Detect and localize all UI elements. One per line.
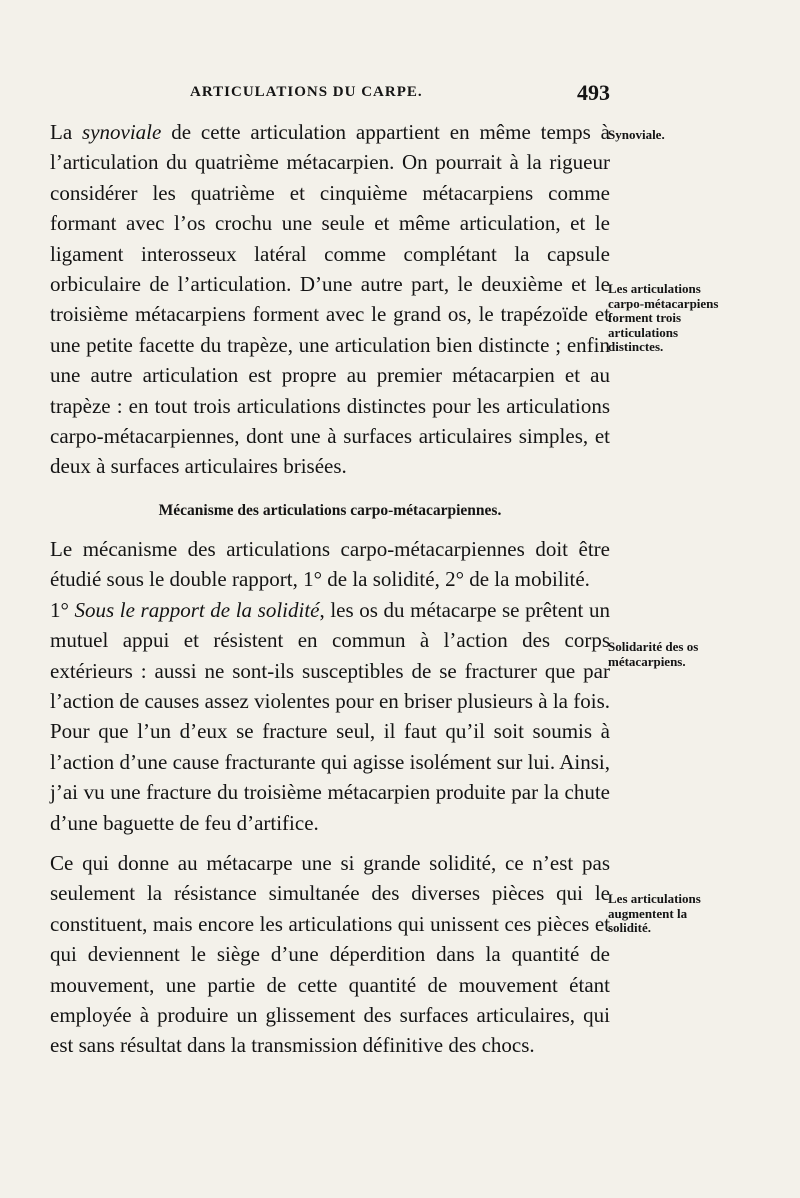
text-run: La (50, 120, 83, 144)
main-text (50, 117, 610, 1061)
paragraph-solidite (50, 595, 610, 838)
running-head: ARTICULATIONS DU CARPE. (190, 84, 423, 100)
margin-note-solidarite: Solidarité des os métacarpiens. (608, 639, 699, 669)
text-run-italic: Sous le rapport de la solidité (74, 597, 320, 622)
paragraph-mecanisme: Le mécanisme des articulations carpo-métacarpiennes doit être étudié sous le double rapport, 1° de la solidité, 2° de la mobilité. (50, 536, 610, 592)
section-heading: Mécanisme des articulations carpo-métacarpiennes. (158, 501, 502, 519)
page-number: 493 (577, 80, 610, 105)
text-run: , les os du métacarpe se prêtent un mutuel appui et résistent en commun à l’action des corps extérieurs : aussi ne sont-ils susceptibles de se fracturer que par l’action de causes assez violentes pour en briser plusieurs à la fois. Pour que l’un d’eux se fracture seul, il faut qu’il soit soumis à l’action d’une cause fracturante qui agisse isolément sur lui. Ainsi, j’ai vu une fracture du troisième métacarpien produite par la chute d’une baguette de feu d’artifice. (50, 597, 610, 835)
text-run-italic: synoviale (82, 120, 162, 144)
margin-note-augmentent: Les articulations augmentent la solidité. (608, 891, 701, 935)
margin-note-synoviale: Synoviale. (608, 127, 665, 142)
page-header (190, 80, 610, 106)
margin-note-trois-articulations: Les articulations carpo-métacarpiens forment trois articulations distinctes. (608, 281, 719, 354)
paragraph-synoviale (50, 117, 610, 482)
text-run: de cette articulation appartient en même temps à l’articulation du quatrième métacarpien. On pourrait à la rigueur considérer les quatrième et cinquième métacarpiens comme formant avec l’os crochu une seule et même articulation, et le ligament interosseux latéral comme complétant la capsule orbiculaire de l’articulation. D’une autre part, le deuxième et le troisième métacarpiens forment avec le grand os, le trapézoïde et une petite facette du trapèze, une articulation bien distincte ; enfin une autre articulation est propre au premier métacarpien et au trapèze : en tout trois articulations distinctes pour les articulations carpo-métacarpiennes, dont une à surfaces articulaires simples, et deux à surfaces articulaires brisées. (50, 120, 610, 479)
paragraph-grande-solidite: Ce qui donne au métacarpe une si grande solidité, ce n’est pas seulement la résistance simultanée des diverses pièces qui le constituent, mais encore les articulations qui unissent ces pièces et qui deviennent le siège d’une déperdition dans la quantité de mouvement, une partie de cette quantité de mouvement étant employée à produire un glissement des surfaces articulaires, qui est sans résultat dans la transmission définitive des chocs. (50, 850, 610, 1058)
text-run: 1° (50, 597, 75, 622)
